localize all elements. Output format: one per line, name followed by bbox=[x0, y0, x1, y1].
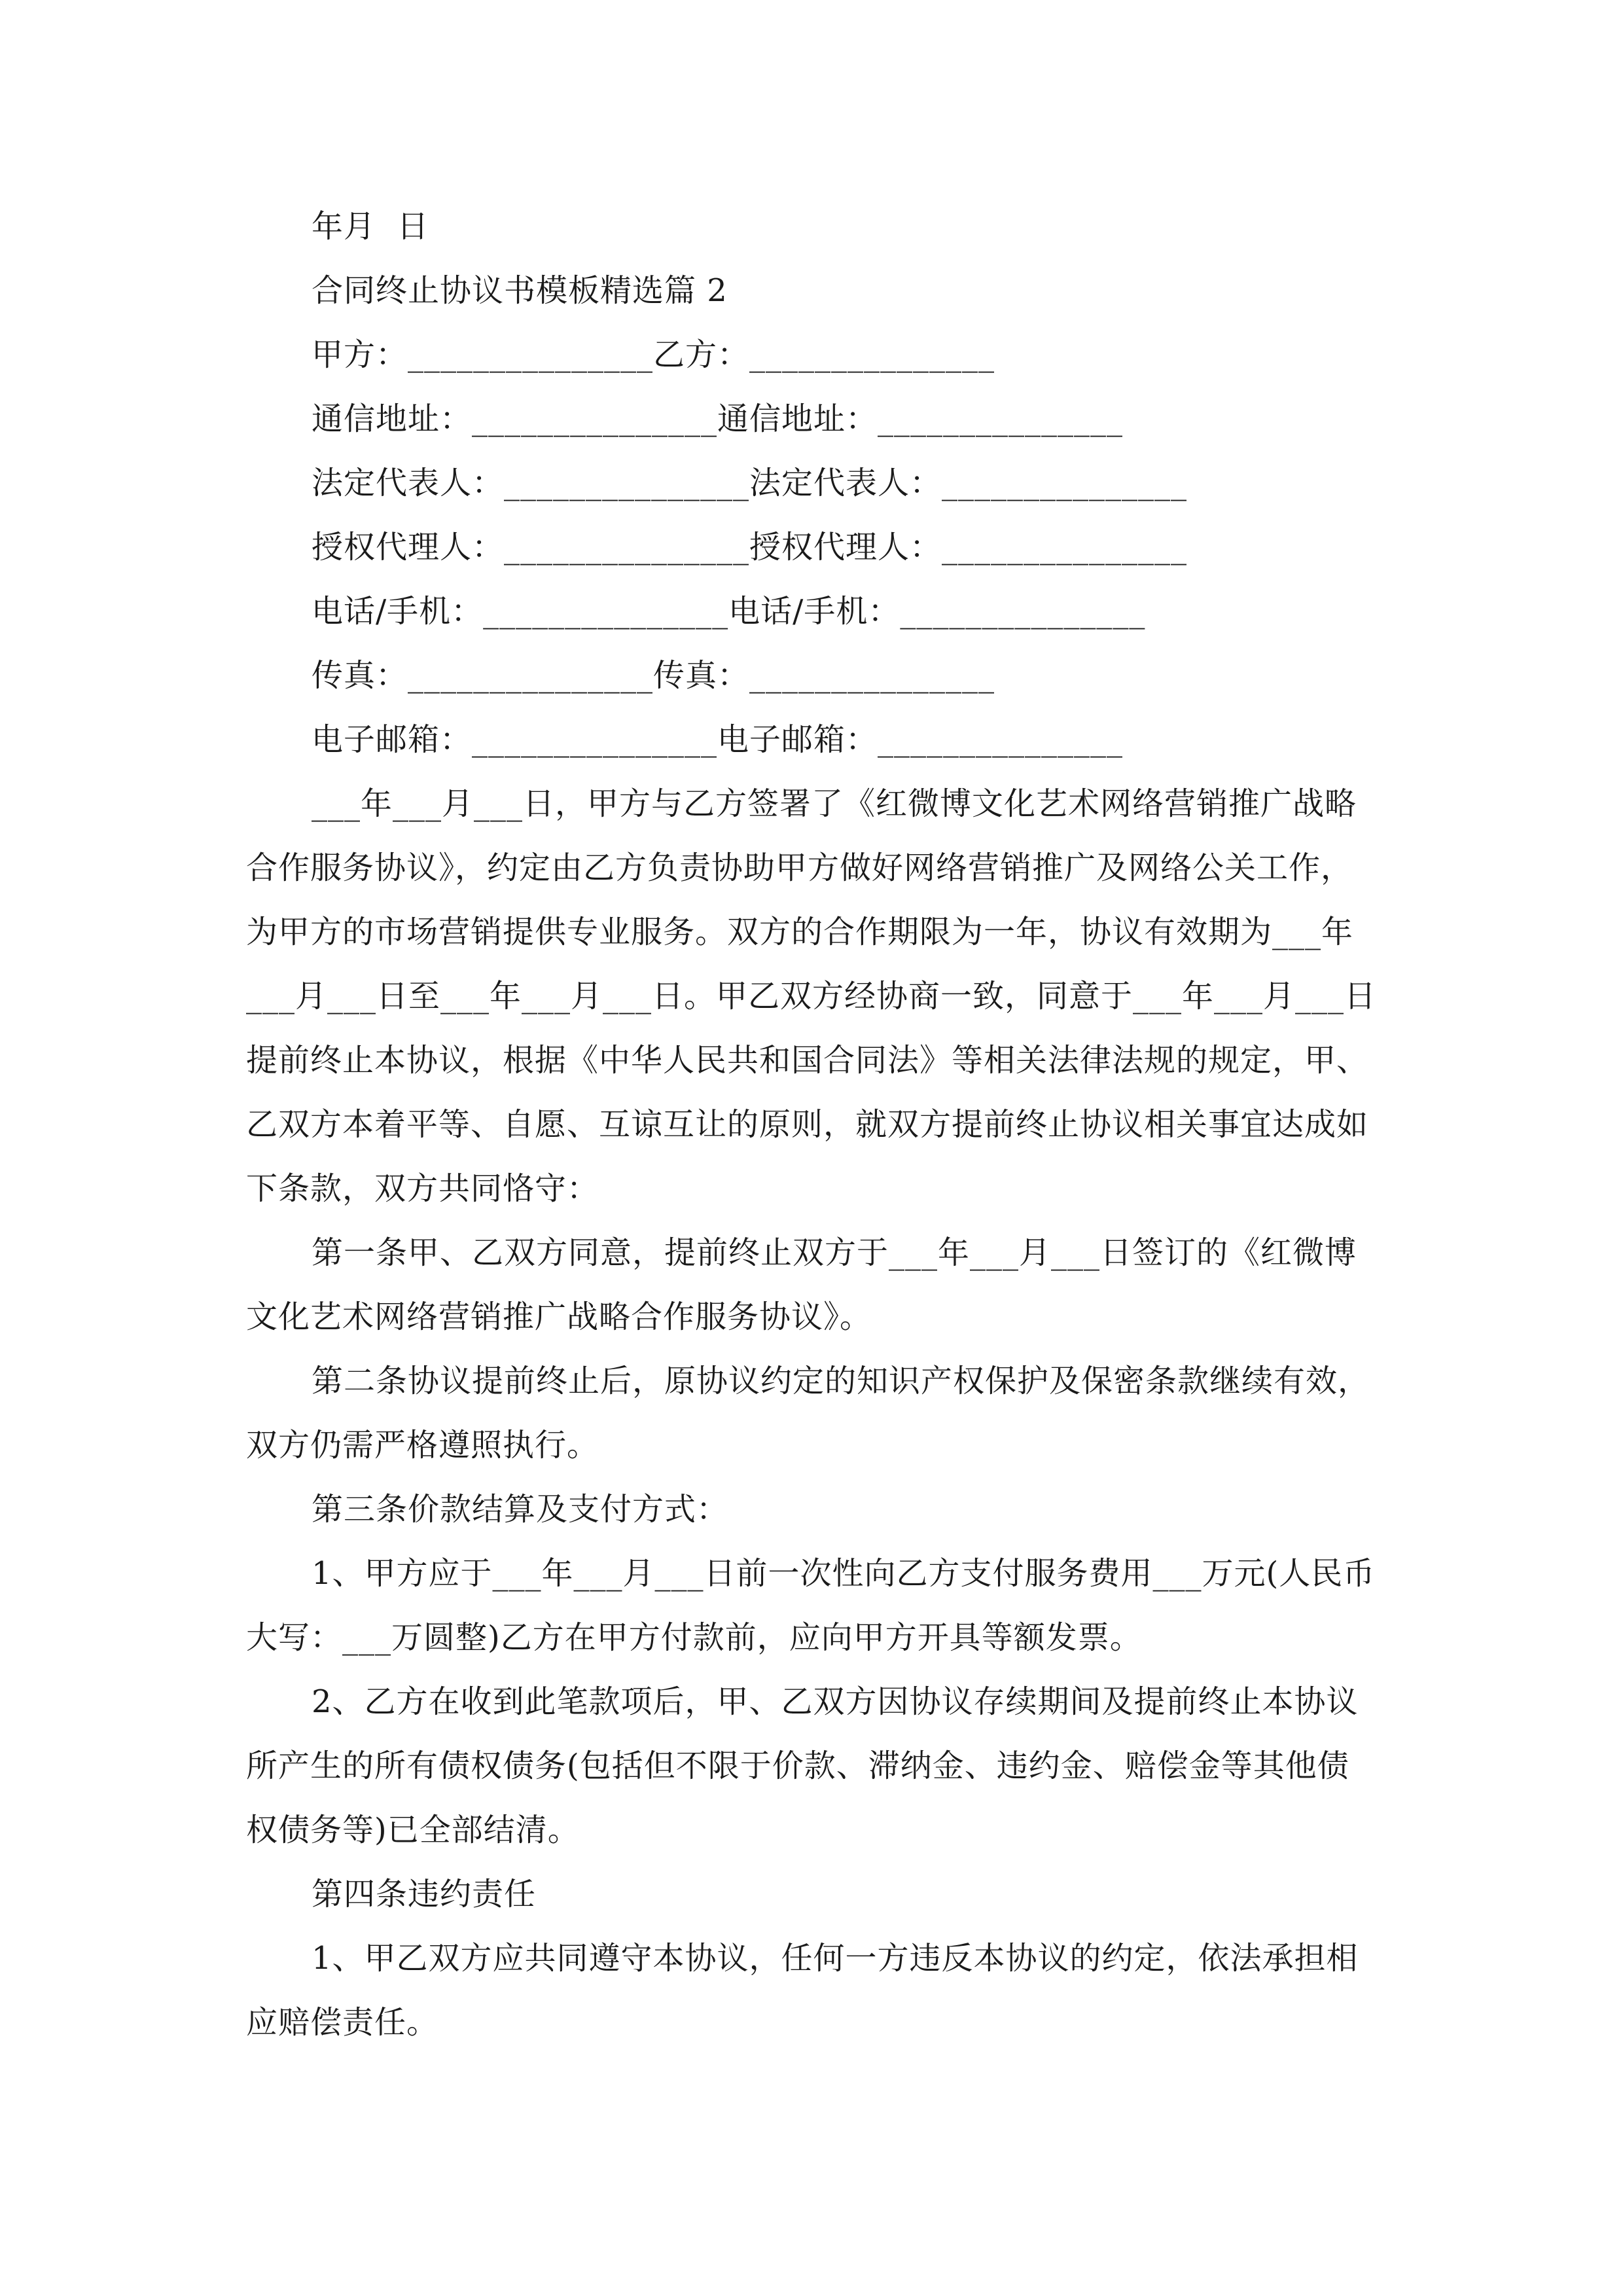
intro-line: ___年___月___日，甲方与乙方签署了《红微博文化艺术网络营销推广战略 bbox=[312, 785, 1357, 822]
intro-line: 为甲方的市场营销提供专业服务。双方的合作期限为一年，协议有效期为___年 bbox=[246, 914, 1354, 950]
article-4-item-1-line: 1、甲乙双方应共同遵守本协议，任何一方违反本协议的约定，依法承担相 bbox=[312, 1940, 1359, 1977]
intro-line: ___月___日至___年___月___日。甲乙双方经协商一致，同意于___年___月___日 bbox=[246, 978, 1377, 1014]
article-4-title: 第四条违约责任 bbox=[312, 1876, 537, 1912]
article-2-line: 双方仍需严格遵照执行。 bbox=[246, 1427, 599, 1463]
article-4-item-1-line: 应赔偿责任。 bbox=[246, 2004, 439, 2041]
article-3-item-2-line: 权债务等)已全部结清。 bbox=[246, 1812, 580, 1848]
article-3-item-1-line: 大写：___万圆整)乙方在甲方付款前，应向甲方开具等额发票。 bbox=[246, 1619, 1142, 1656]
article-3-item-2-line: 2、乙方在收到此笔款项后，甲、乙双方因协议存续期间及提前终止本协议 bbox=[312, 1683, 1359, 1720]
article-3-title: 第三条价款结算及支付方式： bbox=[312, 1491, 729, 1528]
intro-line: 乙双方本着平等、自愿、互谅互让的原则，就双方提前终止协议相关事宜达成如 bbox=[246, 1106, 1369, 1143]
document-title: 合同终止协议书模板精选篇 2 bbox=[312, 272, 728, 309]
party-field: 通信地址：_______________通信地址：_______________ bbox=[312, 401, 1124, 437]
party-field: 授权代理人：_______________授权代理人：_______________ bbox=[312, 529, 1188, 565]
party-field: 电子邮箱：_______________电子邮箱：_______________ bbox=[312, 721, 1124, 758]
party-field: 电话/手机：_______________电话/手机：_______________ bbox=[312, 593, 1146, 630]
date-line: 年月 日 bbox=[312, 208, 429, 245]
party-field: 传真：_______________传真：_______________ bbox=[312, 657, 995, 694]
intro-line: 下条款，双方共同恪守： bbox=[246, 1170, 599, 1207]
article-3-item-1-line: 1、甲方应于___年___月___日前一次性向乙方支付服务费用___万元(人民币 bbox=[312, 1555, 1376, 1592]
article-1-line: 第一条甲、乙双方同意，提前终止双方于___年___月___日签订的《红微博 bbox=[312, 1234, 1357, 1271]
party-field: 法定代表人：_______________法定代表人：_______________ bbox=[312, 465, 1188, 501]
party-field: 甲方：_______________乙方：_______________ bbox=[312, 336, 995, 373]
article-2-line: 第二条协议提前终止后，原协议约定的知识产权保护及保密条款继续有效， bbox=[312, 1363, 1370, 1399]
intro-line: 提前终止本协议，根据《中华人民共和国合同法》等相关法律法规的规定，甲、 bbox=[246, 1042, 1369, 1079]
article-3-item-2-line: 所产生的所有债权债务(包括但不限于价款、滞纳金、违约金、赔偿金等其他债 bbox=[246, 1748, 1349, 1784]
intro-line: 合作服务协议》，约定由乙方负责协助甲方做好网络营销推广及网络公关工作， bbox=[246, 850, 1353, 886]
article-1-line: 文化艺术网络营销推广战略合作服务协议》。 bbox=[246, 1299, 872, 1335]
